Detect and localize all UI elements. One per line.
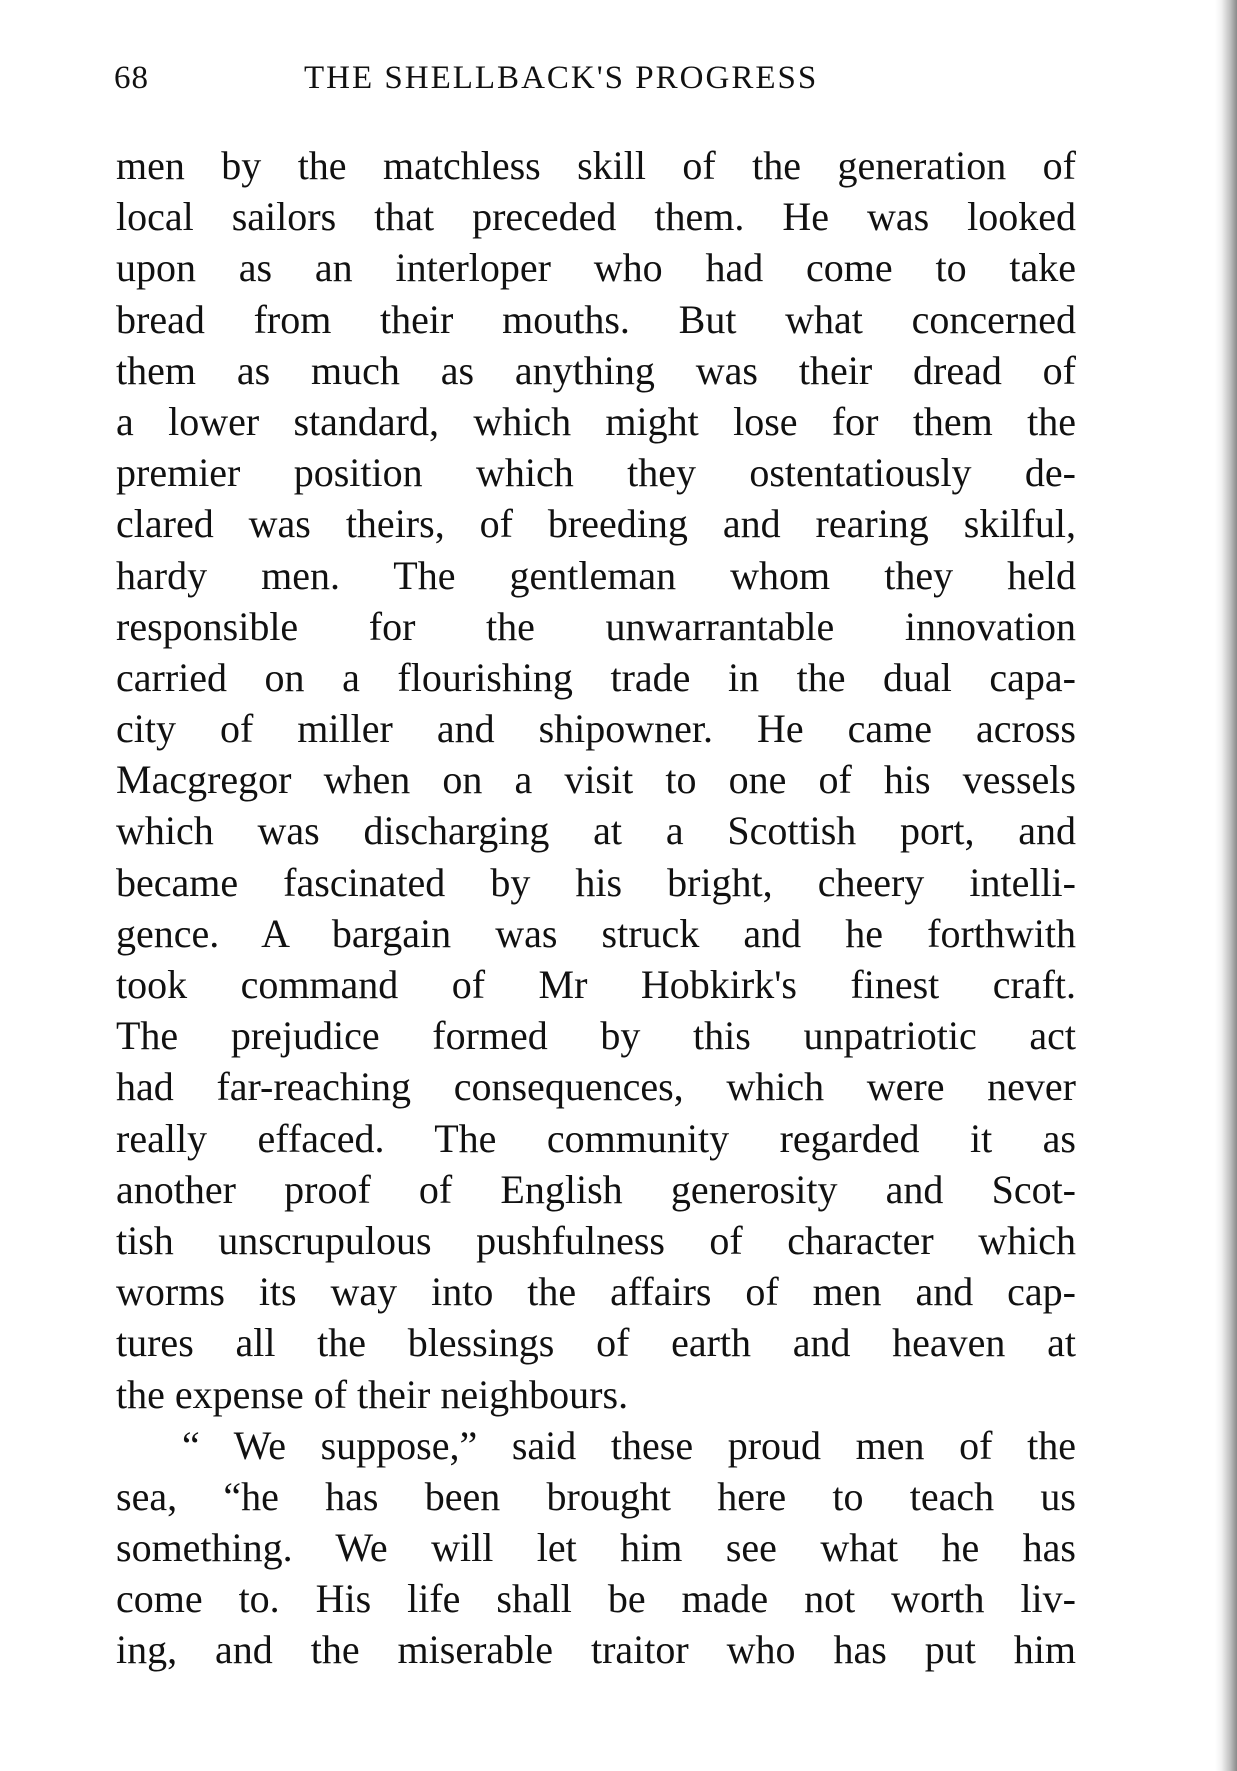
text-line-paragraph-end: the expense of their neighbours. [116,1371,629,1417]
text-line: Macgregor when on a visit to one of his vessels [116,757,1076,803]
text-line: them as much as anything was their dread of [116,347,1076,393]
text-line: sea, “he has been brought here to teach us [116,1473,1076,1519]
running-title: THE SHELLBACK'S PROGRESS [304,60,819,96]
text-line: responsible for the unwarrantable innovation [116,603,1076,649]
text-line: city of miller and shipowner. He came across [116,706,1076,752]
text-line: something. We will let him see what he has [116,1525,1076,1571]
text-line: The prejudice formed by this unpatriotic act [116,1013,1076,1059]
text-line: bread from their mouths. But what concerned [116,296,1076,342]
text-line: come to. His life shall be made not worth liv- [116,1576,1076,1622]
text-line: upon as an interloper who had come to take [116,245,1076,291]
text-line: became fascinated by his bright, cheery intelli- [116,859,1076,905]
body-text [116,140,1076,1676]
text-line: really effaced. The community regarded it as [116,1115,1076,1161]
text-line: clared was theirs, of breeding and rearing skilful, [116,501,1076,547]
text-line: gence. A bargain was struck and he forthwith [116,910,1076,956]
text-line: local sailors that preceded them. He was looked [116,194,1076,240]
page-header [114,60,1074,100]
text-line: a lower standard, which might lose for them the [116,398,1076,444]
text-line: carried on a flourishing trade in the dual capa- [116,654,1076,700]
page-number: 68 [114,60,149,96]
text-line-paragraph-start: “ We suppose,” said these proud men of the [182,1422,1076,1468]
text-line: tures all the blessings of earth and heaven at [116,1320,1076,1366]
text-line: men by the matchless skill of the generation of [116,143,1076,188]
text-line: tish unscrupulous pushfulness of character which [116,1217,1076,1263]
text-line: premier position which they ostentatiously de- [116,450,1076,496]
text-line: had far-reaching consequences, which were never [116,1064,1076,1110]
text-line: hardy men. The gentleman whom they held [116,552,1076,598]
text-line: another proof of English generosity and Scot- [116,1166,1076,1212]
page-binding-edge [1215,0,1237,1771]
text-line: which was discharging at a Scottish port, and [116,808,1076,854]
text-line: ing, and the miserable traitor who has put him [116,1627,1076,1673]
text-line: took command of Mr Hobkirk's finest craft. [116,962,1076,1007]
text-line: worms its way into the affairs of men and cap- [116,1269,1076,1315]
